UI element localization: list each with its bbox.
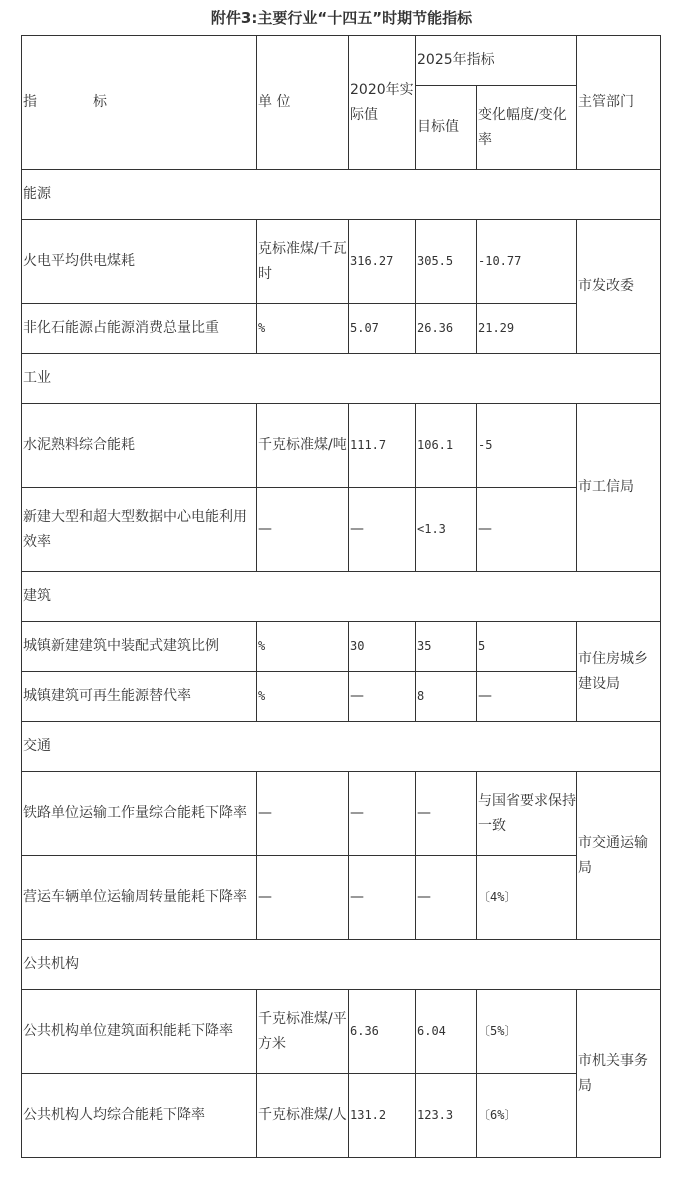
row-indicator: 非化石能源占能源消费总量比重 (22, 304, 257, 354)
row-change: — (477, 672, 577, 722)
header-unit: 单 位 (257, 36, 349, 170)
row-indicator: 火电平均供电煤耗 (22, 220, 257, 304)
energy-indicator-table (21, 35, 661, 1158)
row-change: 〔6%〕 (477, 1074, 577, 1158)
row-change: 与国省要求保持一致 (477, 772, 577, 856)
row-unit: — (257, 856, 349, 940)
row-indicator: 铁路单位运输工作量综合能耗下降率 (22, 772, 257, 856)
row-target: 6.04 (416, 990, 477, 1074)
section-industry: 工业 (22, 354, 661, 404)
row-target: 26.36 (416, 304, 477, 354)
row-change: 〔4%〕 (477, 856, 577, 940)
row-target: 305.5 (416, 220, 477, 304)
row-indicator: 公共机构人均综合能耗下降率 (22, 1074, 257, 1158)
row-target: — (416, 772, 477, 856)
row-change: 〔5%〕 (477, 990, 577, 1074)
row-actual: — (349, 772, 416, 856)
section-building: 建筑 (22, 572, 661, 622)
row-unit: % (257, 622, 349, 672)
row-actual: 131.2 (349, 1074, 416, 1158)
row-unit: % (257, 304, 349, 354)
row-actual: 111.7 (349, 404, 416, 488)
header-2025-target: 2025年指标 (416, 36, 577, 86)
row-actual: — (349, 856, 416, 940)
row-change: 5 (477, 622, 577, 672)
row-change: -10.77 (477, 220, 577, 304)
row-target: 8 (416, 672, 477, 722)
row-unit: 千克标准煤/吨 (257, 404, 349, 488)
department-industry: 市工信局 (577, 404, 661, 572)
row-indicator: 新建大型和超大型数据中心电能利用效率 (22, 488, 257, 572)
section-transport: 交通 (22, 722, 661, 772)
row-unit: — (257, 488, 349, 572)
row-change: — (477, 488, 577, 572)
row-change: 21.29 (477, 304, 577, 354)
row-indicator: 城镇建筑可再生能源替代率 (22, 672, 257, 722)
header-target-value: 目标值 (416, 86, 477, 170)
row-indicator: 水泥熟料综合能耗 (22, 404, 257, 488)
row-target: <1.3 (416, 488, 477, 572)
document-title: 附件3:主要行业“十四五”时期节能指标 (210, 9, 473, 27)
row-unit: 克标准煤/千瓦时 (257, 220, 349, 304)
department-transport: 市交通运输局 (577, 772, 661, 940)
row-target: — (416, 856, 477, 940)
row-target: 35 (416, 622, 477, 672)
header-indicator: 指 标 (22, 36, 257, 170)
row-indicator: 营运车辆单位运输周转量能耗下降率 (22, 856, 257, 940)
department-public-institutions: 市机关事务局 (577, 990, 661, 1158)
row-actual: — (349, 672, 416, 722)
row-indicator: 公共机构单位建筑面积能耗下降率 (22, 990, 257, 1074)
row-unit: % (257, 672, 349, 722)
header-change: 变化幅度/变化率 (477, 86, 577, 170)
row-actual: — (349, 488, 416, 572)
header-2020-actual: 2020年实际值 (349, 36, 416, 170)
header-department: 主管部门 (577, 36, 661, 170)
row-change: -5 (477, 404, 577, 488)
section-public-institutions: 公共机构 (22, 940, 661, 990)
row-target: 106.1 (416, 404, 477, 488)
row-actual: 5.07 (349, 304, 416, 354)
row-unit: 千克标准煤/平方米 (257, 990, 349, 1074)
department-energy: 市发改委 (577, 220, 661, 354)
row-unit: — (257, 772, 349, 856)
department-building: 市住房城乡建设局 (577, 622, 661, 722)
row-actual: 316.27 (349, 220, 416, 304)
row-target: 123.3 (416, 1074, 477, 1158)
row-unit: 千克标准煤/人 (257, 1074, 349, 1158)
row-actual: 30 (349, 622, 416, 672)
section-energy: 能源 (22, 170, 661, 220)
row-actual: 6.36 (349, 990, 416, 1074)
row-indicator: 城镇新建建筑中装配式建筑比例 (22, 622, 257, 672)
